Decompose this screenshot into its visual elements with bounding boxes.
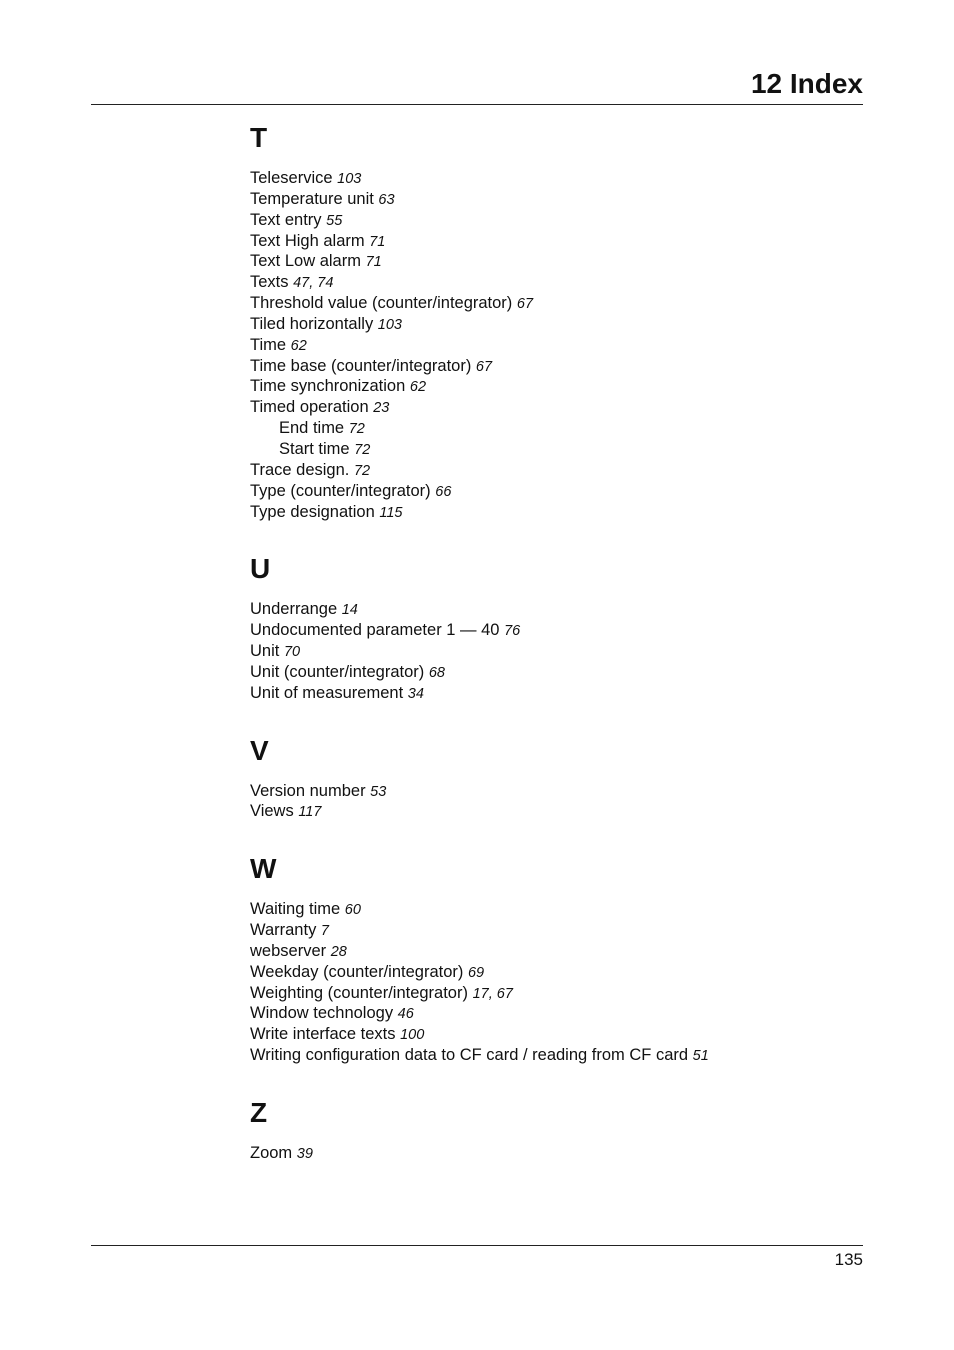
section-letter: V [250,734,269,766]
entry-term: Start time [279,439,350,458]
entry-page-ref: 67 [516,296,534,313]
entry-page-ref: 23 [373,400,390,417]
entry-page-ref: 17, 67 [472,985,513,1002]
entry-page-ref: 39 [296,1146,313,1162]
index-entry [250,481,870,502]
index-entry [250,251,870,272]
entry-term: End time [279,419,345,438]
index-subentry [250,439,870,460]
entry-page-ref: 100 [400,1027,425,1044]
index-entry [250,983,870,1004]
section-letter: Z [250,1097,268,1128]
entry-term: Waiting time [250,900,341,919]
entry-page-ref: 53 [370,783,387,800]
entry-page-ref: 103 [377,316,402,333]
entry-term: Warranty [250,921,317,940]
entry-page-ref: 76 [504,623,521,640]
section-letter: T [250,122,268,153]
entry-term: Text High alarm [250,231,365,250]
index-entry [250,1003,870,1024]
entry-term: Underrange [250,600,338,619]
entry-term: Write interface texts [250,1025,396,1044]
entry-term: Zoom [250,1144,293,1162]
entry-page-ref: 7 [320,923,329,940]
entry-page-ref: 71 [365,254,382,271]
index-entry [250,231,870,252]
index-subentry [250,418,870,439]
index-section-w [250,849,870,1066]
index-entry [250,962,870,983]
index-entry [250,335,870,356]
index-entry [250,662,870,683]
entry-term: Undocumented parameter 1 — 40 [250,621,500,640]
entry-term: Tiled horizontally [250,314,374,333]
entry-term: Teleservice [250,169,333,187]
entry-term: Threshold value (counter/integrator) [250,294,513,313]
index-entry [250,210,870,231]
entry-page-ref: 60 [344,902,361,919]
entry-term: Timed operation [250,398,369,417]
index-entry [250,293,870,314]
chapter-title: 12 Index [750,68,863,99]
entry-term: Weighting (counter/integrator) [250,983,468,1002]
entry-page-ref: 67 [475,358,493,375]
entry-term: Text Low alarm [250,252,361,271]
index-entry [250,620,870,641]
entry-page-ref: 72 [354,441,371,458]
index-entry [250,397,870,418]
entry-term: Type (counter/integrator) [250,481,431,500]
index-entry [250,502,870,523]
entry-term: Unit of measurement [250,683,404,702]
entry-page-ref: 55 [326,212,343,229]
index-section-z [250,1093,870,1164]
entry-page-ref: 115 [379,504,403,521]
index-entry [250,899,870,920]
index-entry [250,599,870,620]
index-section-u [250,549,870,703]
entry-page-ref: 62 [409,379,427,396]
entry-page-ref: 46 [397,1006,414,1023]
entry-page-ref: 103 [337,171,362,187]
header-rule [91,104,863,105]
entry-term: Type designation [250,502,375,521]
entry-term: Unit [250,642,280,661]
index-section-t [250,118,870,522]
index-entry [250,683,870,704]
entry-term: Text entry [250,210,322,229]
index-entry [250,920,870,941]
index-entry [250,1143,870,1164]
entry-term: Views [250,802,294,821]
entry-term: Writing configuration data to CF card / reading from CF card [250,1046,689,1065]
entry-term: Trace design. [250,460,350,479]
index-entry [250,1024,870,1045]
entry-page-ref: 71 [369,233,386,250]
entry-term: Time [250,335,287,354]
entry-page-ref: 63 [378,191,395,208]
entry-page-ref: 62 [290,337,307,354]
entry-page-ref: 28 [330,943,347,960]
entry-page-ref: 69 [467,964,485,981]
index-entry [250,781,870,802]
entry-term: Window technology [250,1004,394,1023]
index-body [250,118,870,1191]
index-entry [250,356,870,377]
entry-term: Version number [250,781,366,800]
index-entry [250,801,870,822]
index-entry [250,941,870,962]
entry-term: webserver [250,941,327,960]
entry-page-ref: 66 [435,483,452,500]
index-section-v [250,731,870,823]
section-letter: W [250,853,277,885]
entry-page-ref: 70 [283,644,301,661]
entry-term: Texts [250,273,289,292]
entry-page-ref: 68 [428,664,445,681]
entry-page-ref: 34 [407,685,424,702]
section-letter: U [250,553,271,585]
entry-term: Time base (counter/integrator) [250,356,472,375]
entry-term: Weekday (counter/integrator) [250,962,464,981]
index-entry [250,314,870,335]
entry-term: Time synchronization [250,377,406,396]
page-number: 135 [834,1250,863,1269]
entry-page-ref: 47, 74 [293,275,334,292]
index-entry [250,168,870,189]
index-entry [250,460,870,481]
entry-page-ref: 117 [298,804,322,821]
entry-page-ref: 72 [353,462,371,479]
entry-page-ref: 72 [348,421,365,438]
index-entry [250,272,870,293]
index-entry [250,189,870,210]
index-entry [250,376,870,397]
index-entry [250,641,870,662]
index-entry [250,1045,870,1066]
entry-page-ref: 14 [341,602,358,619]
footer-rule [91,1245,863,1246]
entry-term: Temperature unit [250,189,374,208]
entry-page-ref: 51 [692,1048,709,1065]
entry-term: Unit (counter/integrator) [250,662,425,681]
